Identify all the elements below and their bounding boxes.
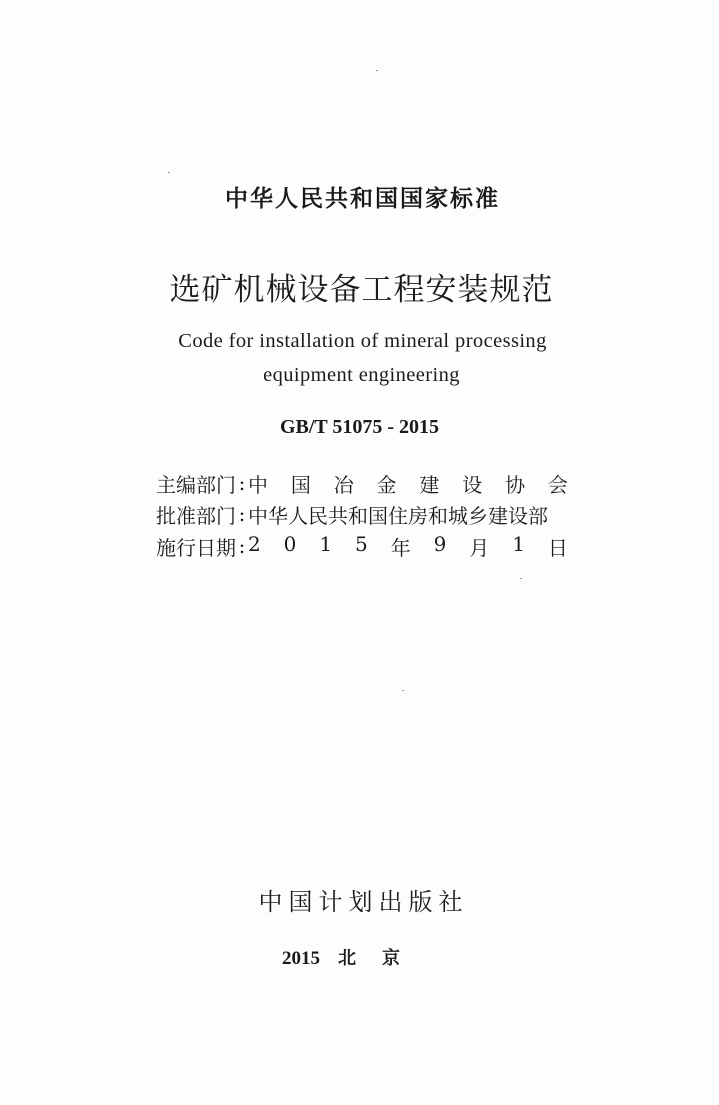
imprint-year: 2015 [282,948,320,969]
standard-code: GB/T 51075 - 2015 [279,416,440,438]
editor-char: 建 [419,472,440,497]
editor-department-value [248,469,568,498]
approver-department-value: 中华人民共和国住房和城乡建设部 [248,503,548,528]
date-char: 月 [469,535,490,560]
date-char: 1 [319,531,333,556]
approver-colon: : [238,502,246,526]
date-char: 9 [433,531,447,556]
editor-char: 协 [505,472,526,497]
editor-char: 金 [376,472,397,497]
approver-department-row [156,499,568,529]
scan-speck [376,70,378,71]
date-char: 日 [547,535,568,560]
editor-char: 会 [547,472,568,497]
editor-char: 冶 [333,472,354,497]
document-title-english-line-2: equipment engineering [263,364,460,386]
effective-date-label: 施行日期 [156,535,236,560]
scan-speck [520,578,522,579]
imprint-city: 北京 [338,948,426,969]
editor-char: 中 [248,472,268,497]
date-char: 年 [390,535,411,560]
document-title-english-line-1: Code for installation of mineral processing [178,330,547,352]
effective-date-value [248,532,568,561]
editor-department-row [156,468,568,498]
publisher-name: 中国计划出版社 [258,888,469,916]
editor-char: 国 [290,472,311,497]
editor-char: 设 [462,472,483,497]
editor-department-label: 主编部门 [156,472,236,497]
imprint [282,944,442,970]
approver-department-label: 批准部门 [156,503,236,528]
date-char: 5 [355,531,368,556]
scan-speck [168,172,170,173]
document-title-chinese: 选矿机械设备工程安装规范 [169,272,554,308]
date-char: 0 [283,531,297,556]
editor-colon: : [238,471,246,495]
date-colon: : [238,534,246,558]
standard-name: 中华人民共和国国家标准 [225,186,500,212]
scan-speck [402,690,404,691]
effective-date-row [156,531,568,561]
date-char: 2 [248,531,261,556]
date-char: 1 [512,531,525,556]
